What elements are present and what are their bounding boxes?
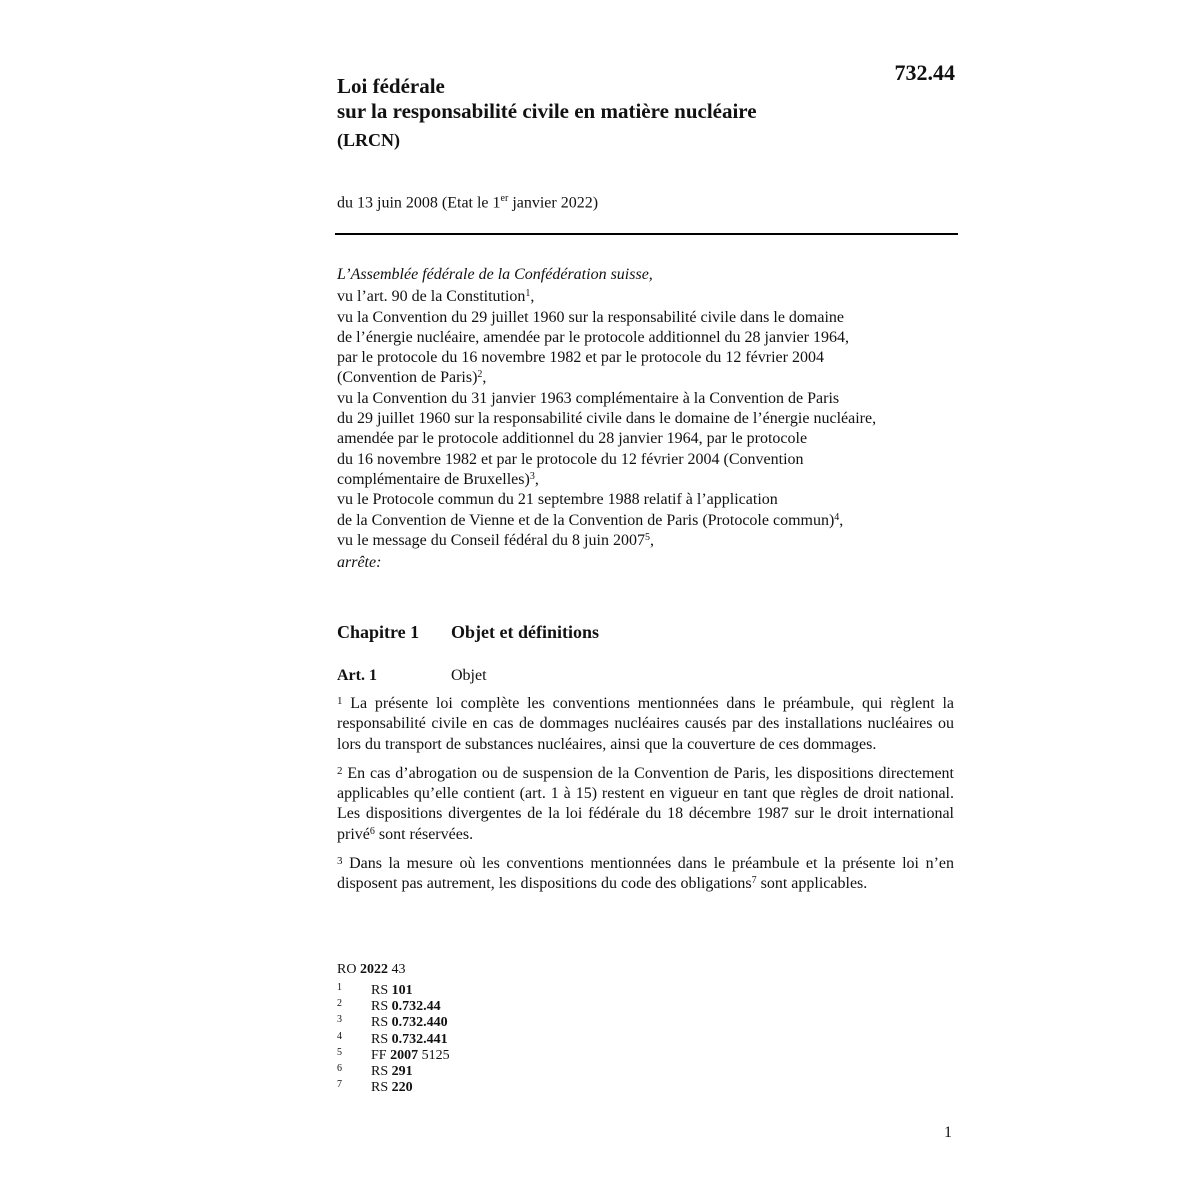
preamble-line bbox=[337, 490, 957, 510]
paragraph-text: La présente loi complète les conventions mentionnées dans le préambule, qui règlent la responsabilité civile en cas de dommages nucléaires causés par des installations nucléaires ou lors du transport de substances nucléaires, ainsi que la couverture de ces dommages. bbox=[337, 695, 954, 753]
article-number: Art. 1 bbox=[337, 667, 377, 684]
preamble-line-text: vu l’art. 90 de la Constitution bbox=[337, 288, 526, 306]
preamble-line bbox=[337, 328, 957, 348]
footnote-ref: 7 bbox=[751, 875, 757, 887]
preamble-line-text: du 16 novembre 1982 et par le protocole du 12 février 2004 (Convention bbox=[337, 450, 804, 468]
preamble-arrete: arrête: bbox=[337, 554, 382, 572]
preamble-line-punct: , bbox=[839, 511, 844, 529]
preamble-line-text: complémentaire de Bruxelles) bbox=[337, 470, 530, 488]
ro-reference bbox=[337, 962, 405, 978]
document-date bbox=[337, 193, 598, 212]
article-body bbox=[337, 694, 954, 904]
footnote-item: 6 RS 291 bbox=[337, 1063, 413, 1080]
paragraph-text: Dans la mesure où les conventions mentionnées dans le préambule et la présente loi n’en disposent pas autrement, les dispositions du code des obligations bbox=[337, 855, 954, 893]
footnote-rest: 5125 bbox=[421, 1047, 450, 1063]
preamble-line-text: amendée par le protocole additionnel du 28 janvier 1964, par le protocole bbox=[337, 430, 808, 448]
footnote-item: 5 FF 2007 5125 bbox=[337, 1046, 450, 1063]
date-suffix: janvier 2022) bbox=[508, 194, 599, 212]
preamble-line bbox=[337, 470, 957, 490]
title-line-1: Loi fédérale bbox=[337, 74, 445, 98]
preamble-line-text: vu la Convention du 31 janvier 1963 complémentaire à la Convention de Paris bbox=[337, 389, 840, 407]
footnote-ref: 2 bbox=[477, 369, 483, 381]
article-heading bbox=[337, 667, 487, 685]
paragraph-text: sont réservées. bbox=[374, 825, 474, 843]
footnote-reference: 2007 bbox=[390, 1047, 419, 1063]
footnote-ref: 6 bbox=[369, 825, 375, 837]
article-paragraph bbox=[337, 694, 954, 755]
preamble-line bbox=[337, 429, 957, 449]
chapter-heading bbox=[337, 622, 599, 643]
footnote-item: 4 RS 0.732.441 bbox=[337, 1030, 448, 1047]
footnote-item: 7 RS 220 bbox=[337, 1079, 413, 1096]
article-title: Objet bbox=[451, 667, 487, 684]
ro-prefix: RO bbox=[337, 962, 357, 977]
footnote-prefix: RS bbox=[371, 999, 389, 1015]
preamble-line bbox=[337, 368, 957, 388]
preamble-line-text: (Convention de Paris) bbox=[337, 369, 478, 387]
preamble-line-punct: , bbox=[534, 470, 539, 488]
footnote-item: 2 RS 0.732.44 bbox=[337, 998, 441, 1015]
preamble-line bbox=[337, 409, 957, 429]
paragraph-number: 2 bbox=[337, 764, 343, 777]
preamble-line-punct: , bbox=[482, 369, 487, 387]
paragraph-number: 1 bbox=[337, 695, 343, 707]
preamble-line bbox=[337, 287, 957, 307]
article-paragraph bbox=[337, 854, 954, 895]
preamble-line bbox=[337, 308, 957, 328]
ro-page: 43 bbox=[391, 962, 406, 977]
preamble-line bbox=[337, 531, 957, 551]
footnote-item: 1 RS 101 bbox=[337, 982, 413, 998]
preamble-line-text: vu le Protocole commun du 21 septembre 1988 relatif à l’application bbox=[337, 491, 778, 509]
footnote-prefix: FF bbox=[371, 1047, 387, 1063]
footnote-ref: 5 bbox=[644, 531, 650, 543]
footnote-prefix: RS bbox=[371, 1015, 389, 1031]
document-title bbox=[337, 74, 757, 153]
footnote-ref: 1 bbox=[525, 288, 531, 300]
rs-number: 732.44 bbox=[894, 60, 955, 85]
date-prefix: du 13 juin 2008 (Etat le 1 bbox=[337, 194, 501, 212]
preamble-line-text: du 29 juillet 1960 sur la responsabilité civile dans le domaine de l’énergie nucléaire, bbox=[337, 410, 877, 428]
preamble bbox=[337, 265, 957, 573]
preamble-lines bbox=[337, 287, 957, 551]
ro-year: 2022 bbox=[359, 962, 388, 977]
title-divider bbox=[335, 233, 958, 235]
preamble-line-text: par le protocole du 16 novembre 1982 et par le protocole du 12 février 2004 bbox=[337, 349, 824, 367]
paragraph-number: 3 bbox=[337, 855, 343, 868]
footnotes bbox=[337, 983, 450, 1096]
chapter-number: Chapitre 1 bbox=[337, 622, 420, 642]
footnote-reference: 101 bbox=[391, 983, 413, 998]
footnote-reference: 0.732.441 bbox=[391, 1031, 448, 1047]
preamble-line bbox=[337, 348, 957, 368]
article-paragraph bbox=[337, 764, 954, 845]
preamble-line bbox=[337, 450, 957, 470]
date-superscript: er bbox=[500, 193, 509, 204]
footnote-prefix: RS bbox=[371, 1031, 389, 1047]
footnote-ref: 3 bbox=[529, 470, 535, 482]
footnote-item: 3 RS 0.732.440 bbox=[337, 1014, 448, 1031]
page-number: 1 bbox=[944, 1124, 952, 1141]
preamble-line bbox=[337, 511, 957, 531]
preamble-line-text: vu le message du Conseil fédéral du 8 juin 2007 bbox=[337, 531, 645, 549]
paragraph-text: En cas d’abrogation ou de suspension de la Convention de Paris, les dispositions directement applicables qu’elle contient (art. 1 à 15) restent en vigueur en tant que règles de droit national. Les dispositions divergentes de la loi fédérale du 18 décembre 1987 sur le droit international privé bbox=[337, 764, 954, 843]
preamble-line-punct: , bbox=[649, 531, 654, 549]
footnote-reference: 0.732.440 bbox=[391, 1015, 448, 1031]
footnote-prefix: RS bbox=[371, 1064, 389, 1080]
preamble-line-text: de la Convention de Vienne et de la Convention de Paris (Protocole commun) bbox=[337, 511, 835, 529]
preamble-line bbox=[337, 389, 957, 409]
footnote-prefix: RS bbox=[371, 983, 389, 998]
chapter-title: Objet et définitions bbox=[451, 622, 599, 642]
title-abbreviation: (LRCN) bbox=[337, 130, 400, 150]
preamble-intro: L’Assemblée fédérale de la Confédération suisse, bbox=[337, 266, 653, 283]
footnote-reference: 291 bbox=[391, 1064, 413, 1080]
preamble-line-punct: , bbox=[530, 288, 535, 306]
footnote-reference: 0.732.44 bbox=[391, 999, 441, 1015]
paragraph-text: sont applicables. bbox=[756, 875, 868, 893]
preamble-line-text: de l’énergie nucléaire, amendée par le protocole additionnel du 28 janvier 1964, bbox=[337, 328, 849, 346]
title-line-2: sur la responsabilité civile en matière nucléaire bbox=[337, 99, 757, 123]
footnote-reference: 220 bbox=[391, 1080, 413, 1096]
footnote-ref: 4 bbox=[834, 511, 840, 523]
footnote-prefix: RS bbox=[371, 1080, 389, 1096]
preamble-line-text: vu la Convention du 29 juillet 1960 sur la responsabilité civile dans le domaine bbox=[337, 308, 845, 326]
